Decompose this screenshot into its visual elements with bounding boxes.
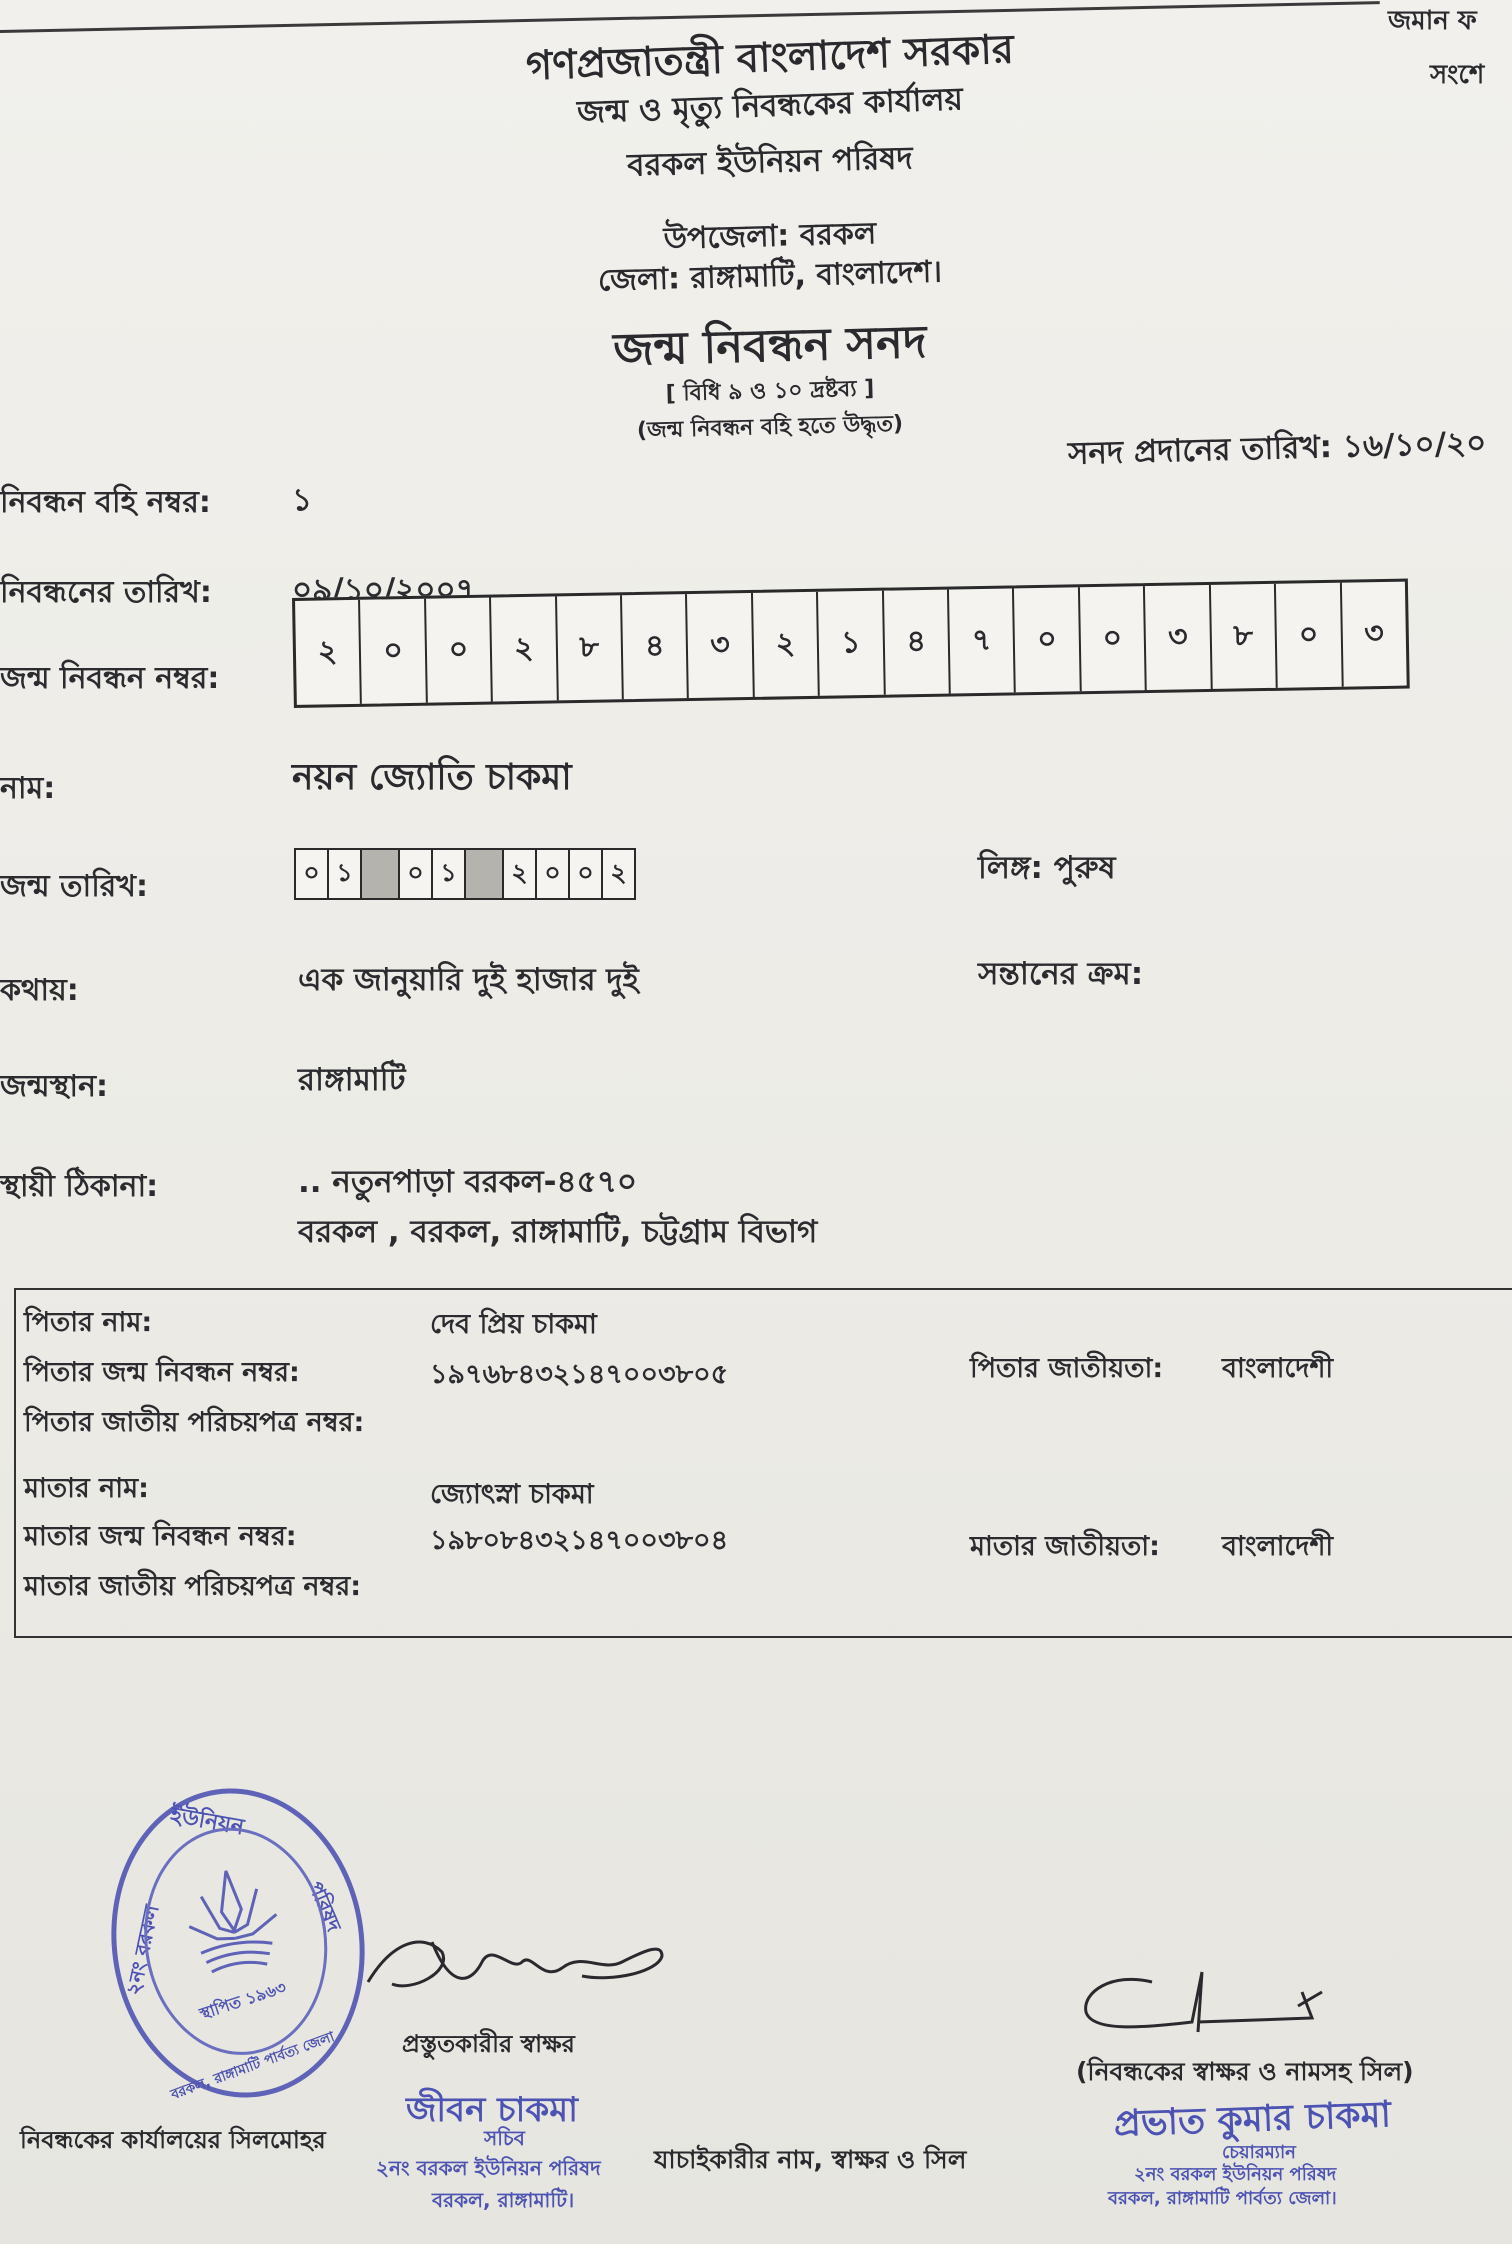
book-number-label: নিবন্ধন বহি নম্বর: — [0, 485, 211, 520]
mother-name-label: মাতার নাম: — [24, 1473, 149, 1504]
office-name: জন্ম ও মৃত্যু নিবন্ধকের কার্যালয় — [576, 81, 964, 131]
reg-digit: ০ — [1080, 586, 1147, 691]
mother-reg-number: ১৯৮০৮৪৩২১৪৭০০৩৮০৪ — [430, 1525, 729, 1556]
seal-label: নিবন্ধকের কার্যালয়ের সিলমোহর — [20, 2126, 326, 2154]
birthplace-value: রাঙ্গামাটি — [298, 1062, 406, 1098]
father-name: দেব প্রিয় চাকমা — [430, 1309, 597, 1340]
father-nationality-label: পিতার জাতীয়তা: — [970, 1353, 1164, 1384]
seal-text-bottom: বরকল, রাঙ্গামাটি পার্বত্য জেলা — [168, 2029, 337, 2104]
government-name: গণপ্রজাতন্ত্রী বাংলাদেশ সরকার — [525, 26, 1015, 90]
dob-label: জন্ম তারিখ: — [0, 869, 148, 904]
registration-date-label: নিবন্ধনের তারিখ: — [0, 575, 212, 610]
father-nid-label: পিতার জাতীয় পরিচয়পত্র নম্বর: — [24, 1407, 365, 1438]
reg-digit: ৩ — [1145, 585, 1212, 690]
secretary-place: বরকল, রাঙ্গামাটি। — [432, 2188, 575, 2212]
district-line: জেলা: রাঙ্গামাটি, বাংলাদেশ। — [597, 254, 943, 299]
father-reg-label: পিতার জন্ম নিবন্ধন নম্বর: — [24, 1357, 300, 1388]
chairman-title: চেয়ারম্যান — [1222, 2142, 1296, 2163]
name-label: নাম: — [0, 771, 56, 806]
dob-year-digit: ০ — [570, 850, 603, 898]
child-name: নয়ন জ্যোতি চাকমা — [292, 757, 572, 798]
union-name: বরকল ইউনিয়ন পরিষদ — [626, 140, 914, 184]
dob-separator — [466, 850, 504, 898]
reg-digit: ০ — [360, 599, 427, 704]
registration-date-value: ০৯/১০/২০০৭ — [292, 572, 476, 608]
address-line-1: .. নতুনপাড়া বরকল-৪৫৭০ — [298, 1164, 638, 1200]
upazila-line: উপজেলা: বরকল — [663, 216, 877, 257]
address-line-2: বরকল , বরকল, রাঙ্গামাটি, চট্টগ্রাম বিভাগ — [298, 1214, 818, 1250]
reg-digit: ৩ — [1363, 615, 1385, 651]
birthplace-label: জন্মস্থান: — [0, 1069, 109, 1104]
secretary-title: সচিব — [484, 2126, 525, 2150]
dob-month-digit: ১ — [433, 850, 466, 898]
rule-reference: [ বিধি ৯ ও ১০ দ্রষ্টব্য ] — [665, 376, 875, 407]
reg-digit: ৩ — [687, 593, 754, 698]
mother-name: জ্যোৎস্না চাকমা — [430, 1479, 594, 1510]
registration-number-boxes — [292, 579, 1410, 708]
reg-digit: ০ — [1276, 583, 1343, 688]
father-nationality: বাংলাদেশী — [1222, 1353, 1334, 1384]
emblem-icon — [133, 1819, 338, 2063]
registration-number-label: জন্ম নিবন্ধন নম্বর: — [0, 661, 220, 696]
mother-nationality: বাংলাদেশী — [1222, 1531, 1334, 1562]
dob-day-digit: ০ — [296, 850, 329, 898]
dob-day-digit: ১ — [329, 850, 362, 898]
reg-digit: ৭ — [949, 588, 1016, 693]
reg-digit: ২ — [491, 596, 558, 701]
reg-digit: ০ — [426, 598, 493, 703]
reg-digit: ২ — [753, 592, 820, 697]
book-number-value: ১ — [292, 482, 313, 518]
secretary-union: ২নং বরকল ইউনিয়ন পরিষদ — [376, 2156, 601, 2180]
reg-digit: ৮ — [1211, 584, 1278, 689]
secretary-name: জীবন চাকমা — [406, 2090, 578, 2130]
seal-text-left: ২নং বরকল — [121, 1902, 164, 1998]
address-label: স্থায়ী ঠিকানা: — [0, 1169, 159, 1204]
registrar-label: (নিবন্ধকের স্বাক্ষর ও নামসহ সিল) — [1076, 2057, 1414, 2086]
seal-inner-text: স্থাপিত ১৯৬৩ — [197, 1977, 289, 2024]
chairman-name: প্রভাত কুমার চাকমা — [1113, 2094, 1392, 2145]
corner-text-top: জমান ফ — [1388, 6, 1477, 36]
issue-date: সনদ প্রদানের তারিখ: ১৬/১০/২০ — [1067, 425, 1487, 472]
reg-digit: ০ — [1014, 587, 1081, 692]
chairman-union: ২নং বরকল ইউনিয়ন পরিষদ — [1134, 2164, 1337, 2185]
mother-nid-label: মাতার জাতীয় পরিচয়পত্র নম্বর: — [24, 1571, 362, 1602]
dob-year-digit: ২ — [504, 850, 537, 898]
certificate-title: জন্ম নিবন্ধন সনদ — [612, 314, 928, 377]
seal-text-top: ইউনিয়ন — [168, 1802, 246, 1841]
dob-boxes — [294, 848, 636, 900]
words-label: কথায়: — [0, 973, 79, 1008]
birth-order-label: সন্তানের ক্রম: — [978, 956, 1144, 992]
father-name-label: পিতার নাম: — [24, 1307, 153, 1338]
dob-year-digit: ০ — [537, 850, 570, 898]
corner-text-second: সংশে — [1430, 60, 1485, 90]
chairman-place: বরকল, রাঙ্গামাটি পার্বত্য জেলা। — [1108, 2188, 1337, 2209]
seal-inner-ring — [130, 1816, 342, 2067]
registrar-signature — [1072, 1962, 1342, 2052]
seal-text-right: পরিষদ — [303, 1877, 347, 1935]
dob-year-digit: ২ — [610, 857, 627, 887]
mother-reg-label: মাতার জন্ম নিবন্ধন নম্বর: — [24, 1521, 297, 1552]
preparer-label: প্রস্তুতকারীর স্বাক্ষর — [402, 2030, 575, 2058]
father-reg-number: ১৯৭৬৮৪৩২১৪৭০০৩৮০৫ — [430, 1359, 729, 1390]
reg-digit: ২ — [295, 600, 362, 705]
verifier-label: যাচাইকারীর নাম, স্বাক্ষর ও সিল — [654, 2145, 967, 2174]
reg-digit: ৮ — [557, 595, 624, 700]
dob-separator — [362, 850, 400, 898]
reg-digit: ৪ — [622, 594, 689, 699]
extract-note: (জন্ম নিবন্ধন বহি হতে উদ্ধৃত) — [636, 411, 904, 444]
mother-nationality-label: মাতার জাতীয়তা: — [970, 1531, 1160, 1562]
reg-digit: ১ — [818, 591, 885, 696]
preparer-signature — [362, 1912, 672, 2032]
reg-digit: ৪ — [884, 590, 951, 695]
gender: লিঙ্গ: পুরুষ — [978, 850, 1116, 886]
dob-month-digit: ০ — [400, 850, 433, 898]
parents-info-box — [14, 1288, 1512, 1638]
dob-in-words: এক জানুয়ারি দুই হাজার দুই — [298, 962, 639, 998]
union-seal — [92, 1772, 385, 2114]
